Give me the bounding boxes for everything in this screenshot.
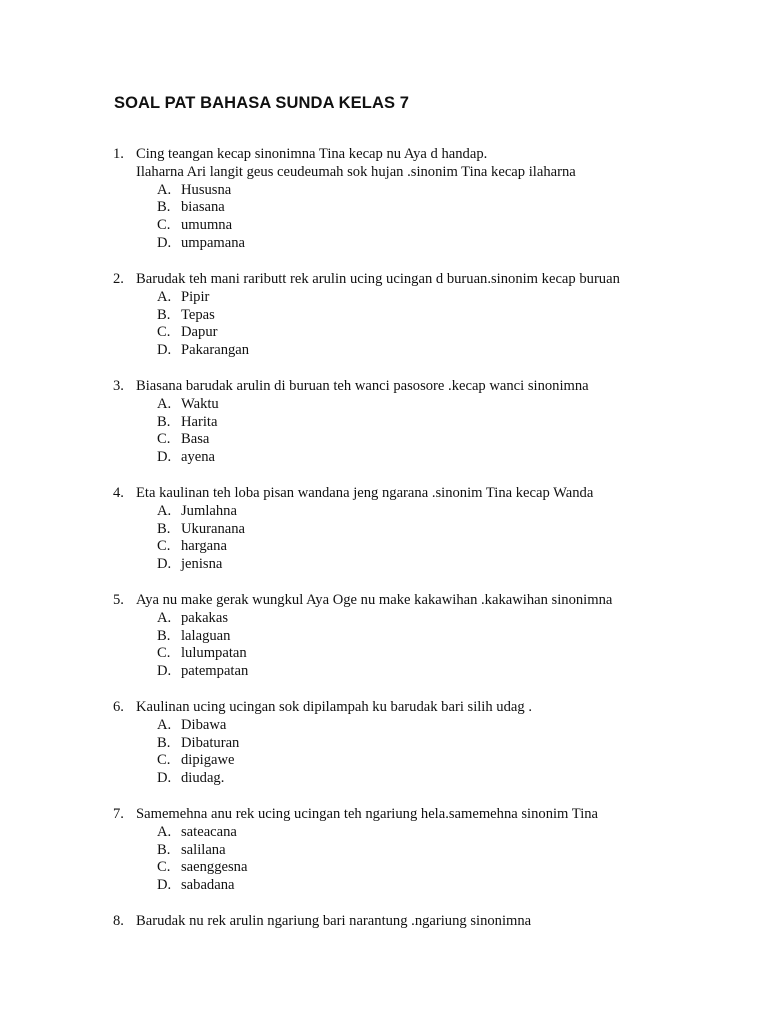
option-letter: C. [157,217,171,234]
question-text: Barudak nu rek arulin ngariung bari narantung .ngariung sinonimna [136,913,532,929]
question-text: Biasana barudak arulin di buruan teh wanci pasosore .kecap wanci sinonimna [136,378,589,394]
option-letter: C. [157,324,171,341]
option-text: Jumlahna [181,502,237,519]
option-text: biasana [181,199,225,216]
option-letter: C. [157,752,171,769]
option-text: diudag. [181,770,225,787]
option-text: Dibawa [181,716,227,733]
question-text: Barudak teh mani raributt rek arulin ucing ucingan d buruan.sinonim kecap buruan [136,271,620,287]
question-number: 3. [113,378,124,394]
option-letter: D. [157,449,172,466]
question-text: Aya nu make gerak wungkul Aya Oge nu make kakawihan .kakawihan sinonimna [136,592,613,608]
option-letter: A. [157,609,172,626]
option-letter: D. [157,770,172,787]
option-text: Pipir [181,288,210,305]
option-letter: A. [157,716,172,733]
question-number: 2. [113,271,124,287]
option-text: Basa [181,431,210,448]
option-letter: A. [157,181,172,198]
question-number: 4. [113,485,124,501]
option-text: dipigawe [181,752,235,769]
option-letter: B. [157,627,171,644]
option-text: Ukuranana [181,520,246,537]
option-text: lalaguan [181,627,231,644]
option-letter: A. [157,823,172,840]
option-text: Dibaturan [181,734,240,751]
question-number: 1. [113,146,124,162]
option-letter: C. [157,859,171,876]
option-text: hargana [181,538,227,555]
question-number: 8. [113,913,124,929]
option-letter: C. [157,645,171,662]
option-letter: D. [157,556,172,573]
option-letter: B. [157,734,171,751]
option-letter: B. [157,841,171,858]
option-text: jenisna [181,556,223,573]
option-letter: C. [157,431,171,448]
option-text: sabadana [181,877,235,894]
option-letter: B. [157,520,171,537]
question-text: Ilaharna Ari langit geus ceudeumah sok hujan .sinonim Tina kecap ilaharna [136,163,576,180]
question-text: Samemehna anu rek ucing ucingan teh ngariung hela.samemehna sinonim Tina [136,806,599,822]
option-letter: D. [157,877,172,894]
option-text: umumna [181,217,233,234]
option-letter: D. [157,342,172,359]
option-text: Harita [181,413,218,430]
option-letter: A. [157,502,172,519]
option-letter: B. [157,199,171,216]
option-text: patempatan [181,663,249,680]
option-letter: D. [157,663,172,680]
question-number: 6. [113,699,124,715]
option-text: Tepas [181,306,215,323]
option-text: pakakas [181,609,229,626]
document-title: SOAL PAT BAHASA SUNDA KELAS 7 [114,94,410,112]
option-letter: C. [157,538,171,555]
option-text: sateacana [181,823,237,840]
question-text: Cing teangan kecap sinonimna Tina kecap nu Aya d handap. [136,146,488,162]
option-text: Waktu [181,395,219,412]
option-letter: A. [157,395,172,412]
question-number: 7. [113,806,124,822]
option-text: umpamana [181,234,246,251]
option-letter: D. [157,234,172,251]
option-text: Pakarangan [181,342,250,359]
option-letter: B. [157,306,171,323]
option-text: saenggesna [181,859,248,876]
option-text: lulumpatan [181,645,247,662]
option-text: Dapur [181,324,218,341]
option-letter: A. [157,288,172,305]
question-number: 5. [113,592,124,608]
option-text: ayena [181,449,216,466]
question-text: Kaulinan ucing ucingan sok dipilampah ku barudak bari silih udag . [136,699,532,715]
option-letter: B. [157,413,171,430]
option-text: Hususna [181,181,232,198]
option-text: salilana [181,841,226,858]
question-text: Eta kaulinan teh loba pisan wandana jeng ngarana .sinonim Tina kecap Wanda [136,485,594,501]
